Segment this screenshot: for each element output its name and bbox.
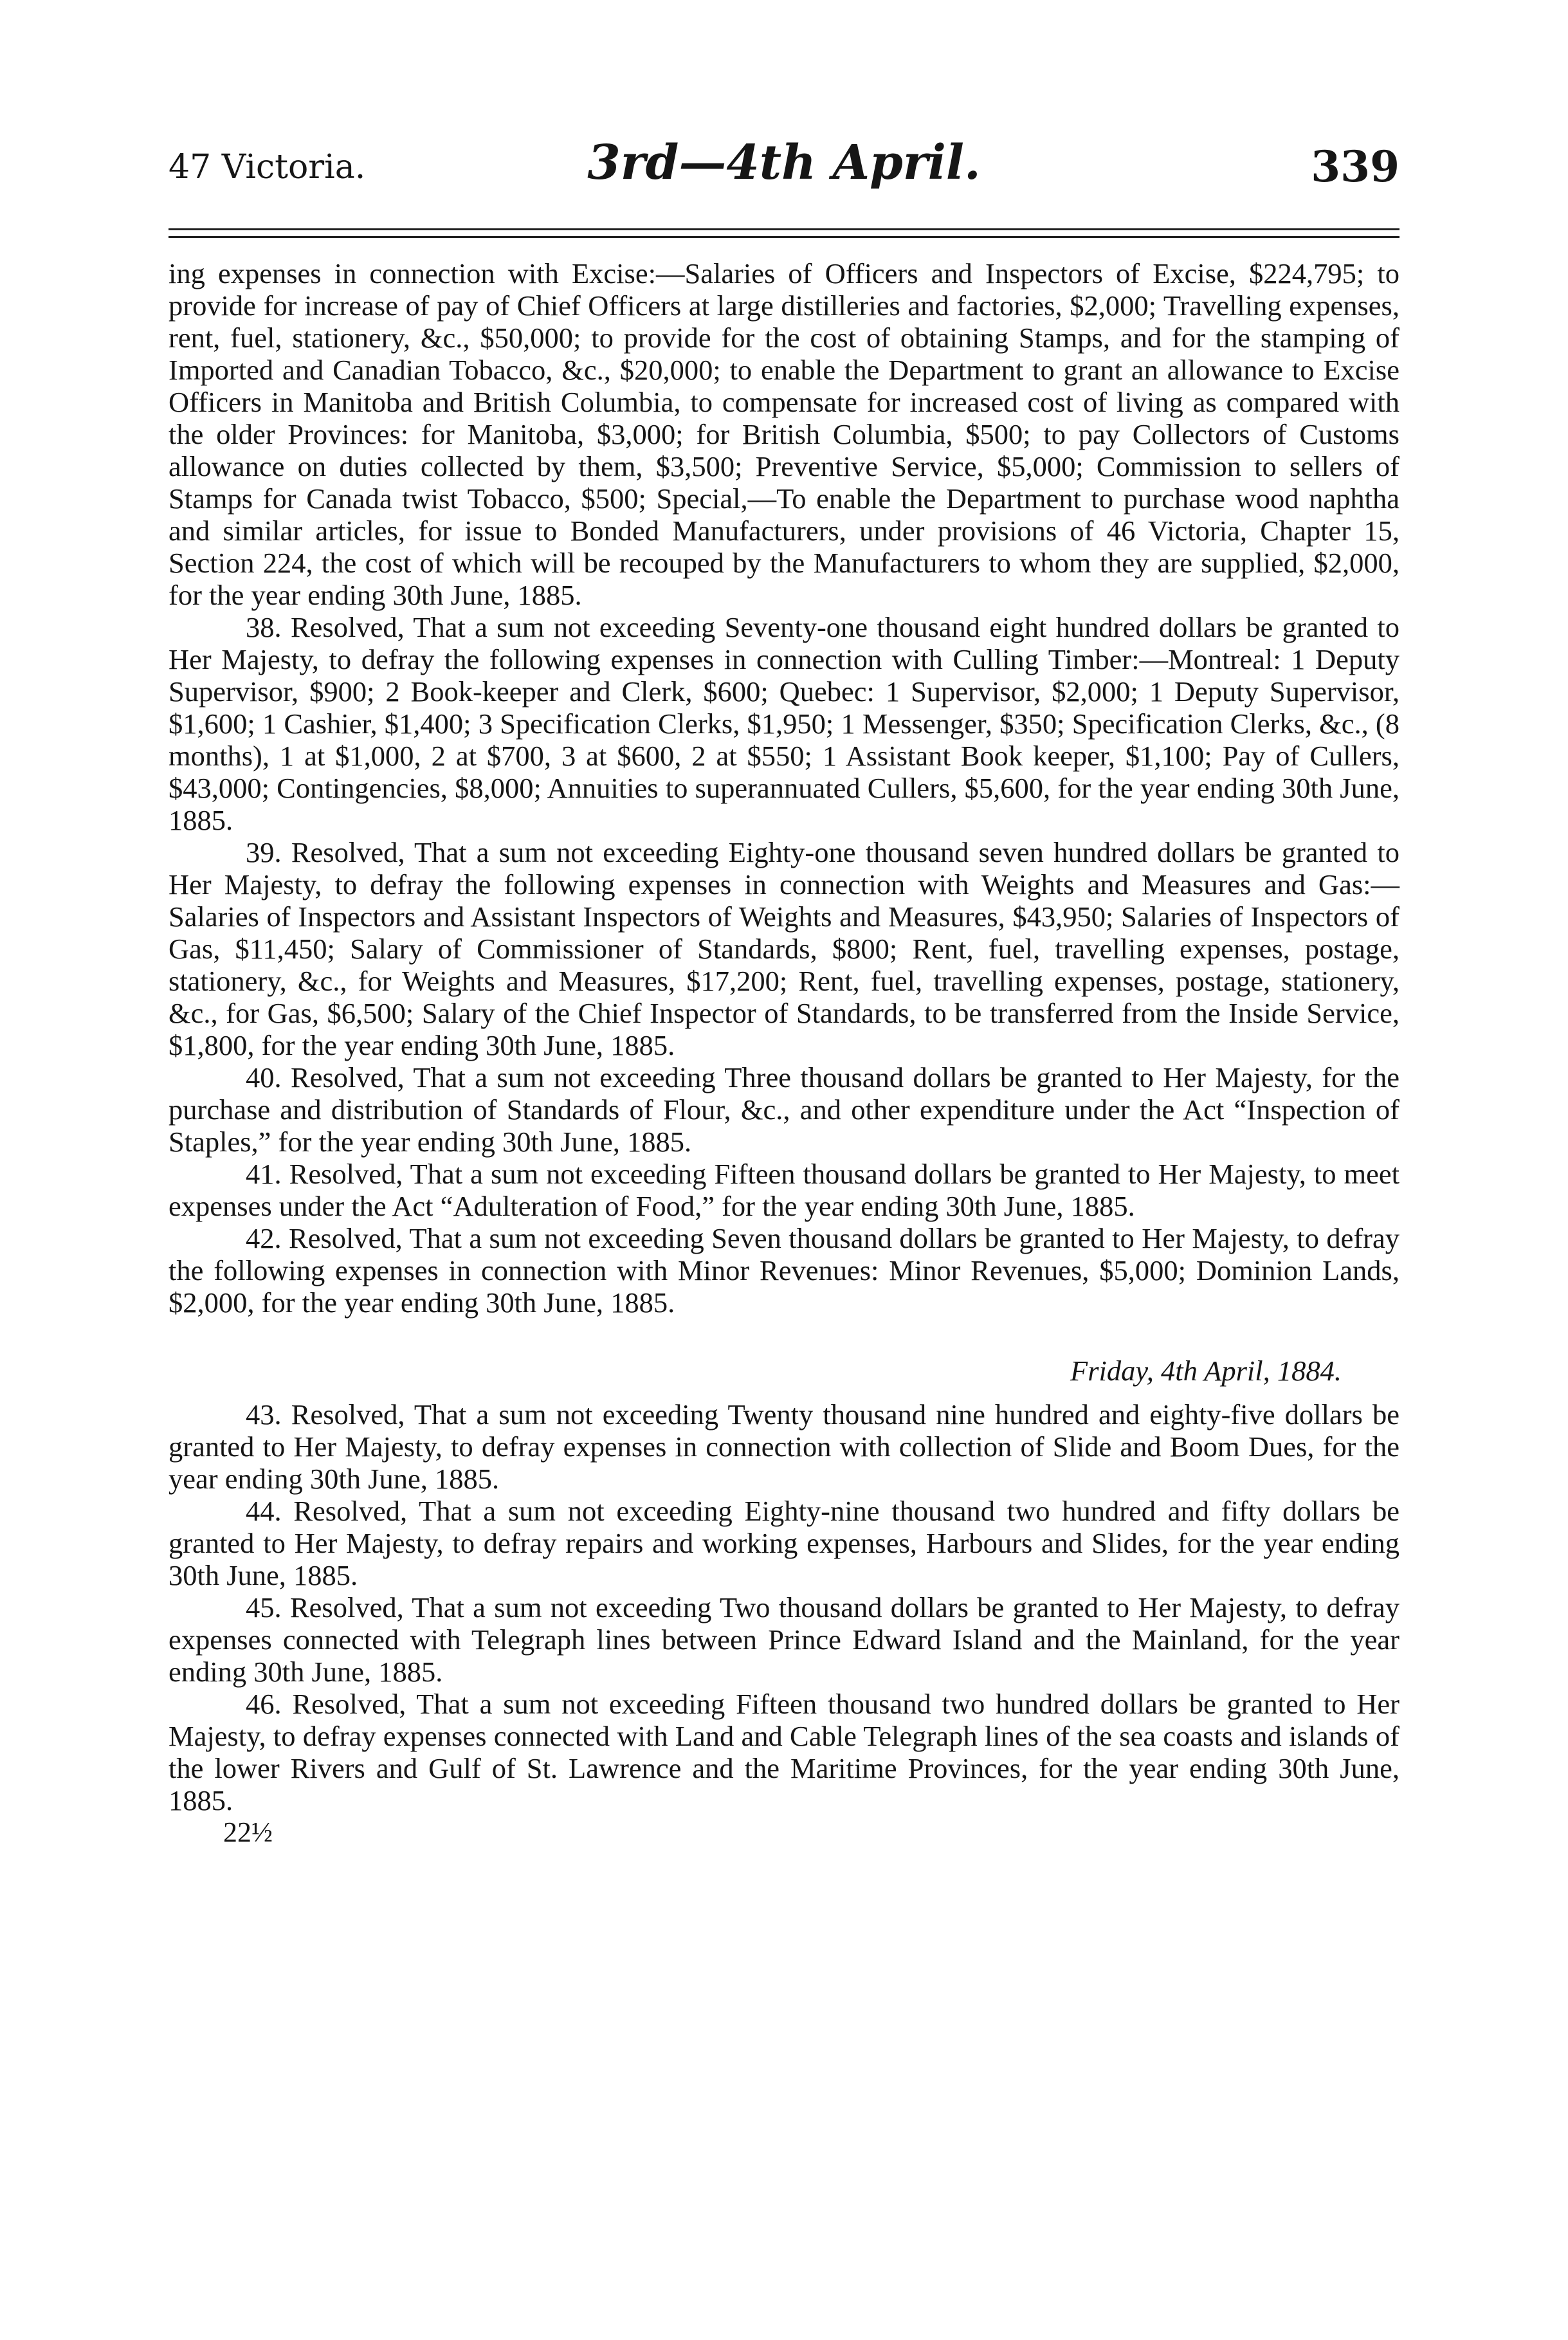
paragraph-46: 46. Resolved, That a sum not exceeding Fifteen thousand two hundred dollars be granted to Her Majesty, to defray expenses connected with Land and Cable Telegraph lines of the sea coasts and islands of the lower Rivers and Gulf of St. Lawrence and the Maritime Provinces, for the year ending 30th June, 1885. bbox=[169, 1688, 1399, 1816]
running-head-dates: 3rd—4th April. bbox=[587, 135, 981, 190]
page-header bbox=[169, 129, 1399, 199]
paragraph-41: 41. Resolved, That a sum not exceeding Fifteen thousand dollars be granted to Her Majesty, to meet expenses under the Act “Adulteration of Food,” for the year ending 30th June, 1885. bbox=[169, 1158, 1399, 1222]
paragraph-38: 38. Resolved, That a sum not exceeding Seventy-one thousand eight hundred dollars be granted to Her Majesty, to defray the following expenses in connection with Culling Timber:—Montreal: 1 Deputy Supervisor, $900; 2 Book-keeper and Clerk, $600; Quebec: 1 Supervisor, $2,000; 1 Deputy Supervisor, $1,600; 1 Cashier, $1,400; 3 Specification Clerks, $1,950; 1 Messenger, $350; Specification Clerks, &c., (8 months), 1 at $1,000, 2 at $700, 3 at $600, 2 at $550; 1 Assistant Book keeper, $1,100; Pay of Cullers, $43,000; Contingencies, $8,000; Annuities to superannuated Cullers, $5,600, for the year ending 30th June, 1885. bbox=[169, 611, 1399, 836]
header-rule-bottom bbox=[169, 236, 1399, 238]
signature-mark: 22½ bbox=[223, 1816, 273, 1848]
header-rule-top bbox=[169, 228, 1399, 230]
page-number: 339 bbox=[1311, 142, 1399, 192]
paragraph-continued: ing expenses in connection with Excise:—Salaries of Officers and Inspectors of Excise, $224,795; to provide for increase of pay of Chief Officers at large distilleries and factories, $2,000; Travelling expenses, rent, fuel, stationery, &c., $50,000; to provide for the cost of obtaining Stamps, and for the stamping of Imported and Canadian Tobacco, &c., $20,000; to enable the Department to grant an allowance to Excise Officers in Manitoba and British Columbia, to compensate for increased cost of living as compared with the older Provinces: for Manitoba, $3,000; for British Columbia, $500; to pay Collectors of Customs allowance on duties collected by them, $3,500; Preventive Service, $5,000; Commission to sellers of Stamps for Canada twist Tobacco, $500; Special,—To enable the Department to purchase wood naphtha and similar articles, for issue to Bonded Manufacturers, under provisions of 46 Victoria, Chapter 15, Section 224, the cost of which will be recouped by the Manufacturers to whom they are supplied, $2,000, for the year ending 30th June, 1885. bbox=[169, 257, 1399, 611]
paragraph-43: 43. Resolved, That a sum not exceeding Twenty thousand nine hundred and eighty-five dollars be granted to Her Majesty, to defray expenses in connection with collection of Slide and Boom Dues, for the year ending 30th June, 1885. bbox=[169, 1398, 1399, 1495]
header-double-rule bbox=[169, 228, 1399, 238]
paragraph-44: 44. Resolved, That a sum not exceeding Eighty-nine thousand two hundred and fifty dollars be granted to Her Majesty, to defray repairs and working expenses, Harbours and Slides, for the year ending 30th June, 1885. bbox=[169, 1495, 1399, 1591]
running-head-regnal-year: 47 Victoria. bbox=[169, 148, 366, 187]
page-body bbox=[169, 257, 1399, 1849]
paragraph-45: 45. Resolved, That a sum not exceeding Two thousand dollars be granted to Her Majesty, to defray expenses connected with Telegraph lines between Prince Edward Island and the Mainland, for the year ending 30th June, 1885. bbox=[169, 1591, 1399, 1688]
paragraph-39: 39. Resolved, That a sum not exceeding Eighty-one thousand seven hundred dollars be granted to Her Majesty, to defray the following expenses in connection with Weights and Measures and Gas:—Salaries of Inspectors and Assistant Inspectors of Weights and Measures, $43,950; Salaries of Inspectors of Gas, $11,450; Salary of Commissioner of Standards, $800; Rent, fuel, travelling expenses, postage, stationery, &c., for Weights and Measures, $17,200; Rent, fuel, travelling expenses, postage, stationery, &c., for Gas, $6,500; Salary of the Chief Inspector of Standards, to be transferred from the Inside Service, $1,800, for the year ending 30th June, 1885. bbox=[169, 836, 1399, 1061]
paragraph-42: 42. Resolved, That a sum not exceeding Seven thousand dollars be granted to Her Majesty, to defray the following expenses in connection with Minor Revenues: Minor Revenues, $5,000; Dominion Lands, $2,000, for the year ending 30th June, 1885. bbox=[169, 1222, 1399, 1319]
paragraph-40: 40. Resolved, That a sum not exceeding Three thousand dollars be granted to Her Majesty, for the purchase and distribution of Standards of Flour, &c., and other expenditure under the Act “Inspection of Staples,” for the year ending 30th June, 1885. bbox=[169, 1061, 1399, 1158]
sitting-date-heading: Friday, 4th April, 1884. bbox=[1070, 1355, 1342, 1387]
